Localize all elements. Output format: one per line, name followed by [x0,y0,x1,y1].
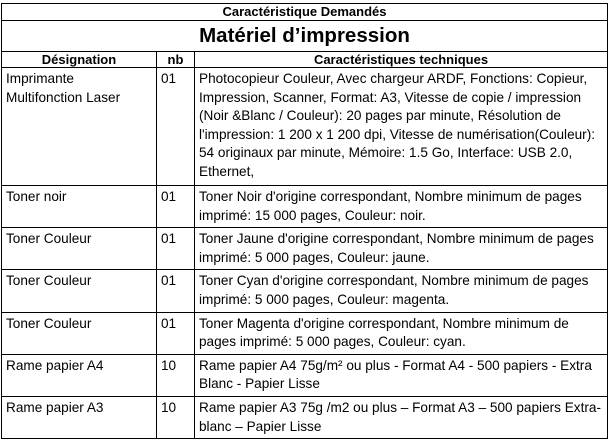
specs-cell: Photocopieur Couleur, Avec chargeur ARDF, Fonctions: Copieur, Impression, Scanner, Format: A3, Vitesse de copie / impression (Noir &Blanc / Couleur): 20 pages par minute, Résolution de l'impression: 1 200 x 1 200 dpi, Vitesse de numérisation(Couleur): 54 originaux par minute, Mémoire: 1.5 Go, Interface: USB 2.0, Ethernet, [195,68,608,186]
table-title: Matériel d’impression [2,21,608,52]
table-row [2,270,608,312]
designation-cell: Toner Couleur [2,270,157,312]
table-row [2,228,608,270]
table-row [2,68,608,186]
column-header-designation: Désignation [2,52,157,68]
table-caption: Caractéristique Demandés [2,4,608,21]
quantity-cell: 10 [157,354,195,396]
designation-cell: Toner Couleur [2,312,157,354]
specifications-table [1,3,608,439]
table-row [2,312,608,354]
quantity-cell: 01 [157,270,195,312]
specs-cell: Rame papier A3 75g /m2 ou plus – Format A3 – 500 papiers Extra-blanc – Papier Lisse [195,396,608,438]
quantity-cell: 01 [157,186,195,228]
quantity-cell: 01 [157,68,195,186]
designation-cell: Toner noir [2,186,157,228]
designation-cell: Toner Couleur [2,228,157,270]
specs-cell: Toner Jaune d'origine correspondant, Nombre minimum de pages imprimé: 5 000 pages, Couleur: jaune. [195,228,608,270]
designation-cell: Rame papier A3 [2,396,157,438]
specs-cell: Toner Noir d'origine correspondant, Nombre minimum de pages imprimé: 15 000 pages, Couleur: noir. [195,186,608,228]
table-row [2,186,608,228]
caption-row [2,4,608,21]
title-row [2,21,608,52]
quantity-cell: 10 [157,396,195,438]
table-row [2,396,608,438]
column-header-specs: Caractéristiques techniques [195,52,608,68]
quantity-cell: 01 [157,312,195,354]
specs-cell: Toner Cyan d'origine correspondant, Nombre minimum de pages imprimé: 5 000 pages, Couleur: magenta. [195,270,608,312]
column-header-nb: nb [157,52,195,68]
designation-cell: Rame papier A4 [2,354,157,396]
specs-cell: Rame papier A4 75g/m² ou plus - Format A4 - 500 papiers - Extra Blanc - Papier Lisse [195,354,608,396]
table-row [2,354,608,396]
specs-cell: Toner Magenta d'origine correspondant, Nombre minimum de pages imprimé: 5 000 pages, Couleur: cyan. [195,312,608,354]
column-header-row [2,52,608,68]
quantity-cell: 01 [157,228,195,270]
designation-cell: Imprimante Multifonction Laser [2,68,157,186]
